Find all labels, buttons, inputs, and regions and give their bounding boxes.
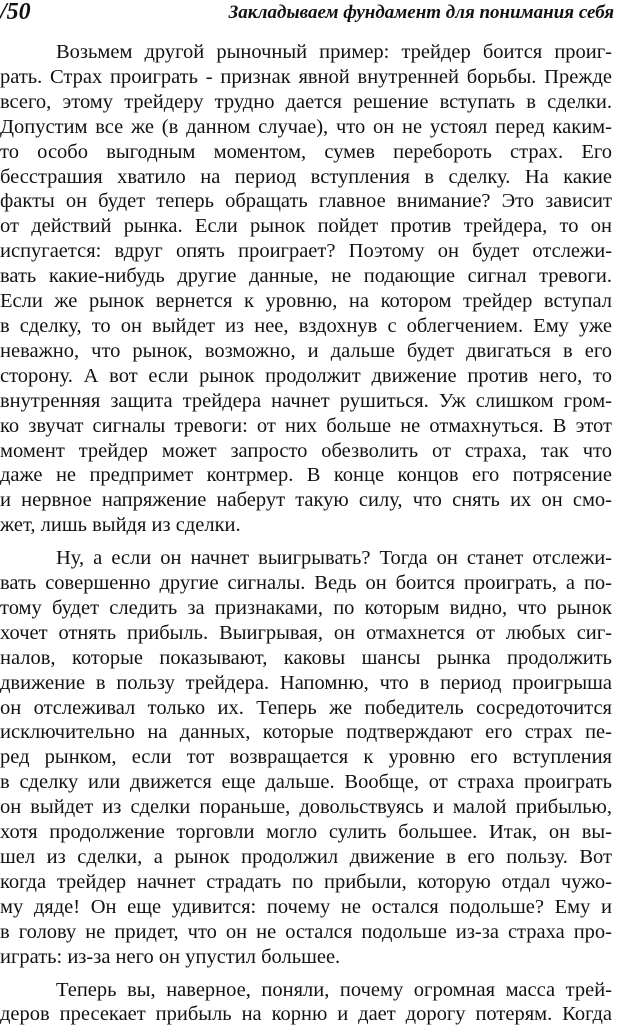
text-line: в сделку, то он выйдет из нее, вздохнув с облегчением. Ему уже [0,314,612,337]
text-line: Допустим все же (в данном случае), что он не устоял перед каким- [0,115,612,138]
text-line: он отслеживал только их. Теперь же победитель сосредоточится [0,696,612,719]
paragraph [0,546,612,969]
text-line: вать совершенно другие сигналы. Ведь он боится проиграть, а по- [0,572,612,595]
text-line: бесстрашия хватило на период вступления в сделку. На какие [0,165,612,188]
text-line: в голову не придет, что он не остался подольше из-за страха про- [0,920,612,943]
page-header [0,0,620,28]
text-line: жет, лишь выйдя из сделки. [0,514,241,537]
text-line: всего, этому трейдеру трудно дается решение вступать в сделки. [0,90,612,113]
text-line: налов, которые показывают, каковы шансы рынка продолжить [0,646,612,669]
paragraph-gap [0,538,612,546]
text-line: факты он будет теперь обращать главное внимание? Это зависит [0,190,612,213]
text-line: и нервное напряжение наберут такую силу, что снять их он смо- [0,489,612,512]
text-line: тому будет следить за признаками, по которым видно, что рынок [0,596,612,619]
text-line: когда трейдер начнет страдать по прибыли, которую отдал чужо- [0,870,612,893]
text-line: момент трейдер может запросто обезволить от страха, так что [0,439,612,462]
text-line: деров пресекает прибыль на корню и дает дорогу потерям. Когда [0,1003,612,1026]
paragraph [0,978,612,1027]
text-line: рать. Страх проиграть - признак явной внутренней борьбы. Прежде [0,65,612,88]
body-text [0,40,612,1027]
text-line: он выйдет из сделки пораньше, довольствуясь и малой прибылью, [0,796,612,819]
text-line: ко звучат сигналы тревоги: от них больше не отмахнуться. В этот [0,414,612,437]
text-line: Ну, а если он начнет выигрывать? Тогда он станет отслежи- [56,547,612,570]
text-line: испугается: вдруг опять проиграет? Поэтому он будет отслежи- [0,240,612,263]
text-line: неважно, что рынок, возможно, и дальше будет двигаться в его [0,339,612,362]
text-line: движение в пользу трейдера. Напомню, что в период проигрыша [0,671,612,694]
paragraph-gap [0,970,612,978]
text-line: даже не предпримет контрмер. В конце концов его потрясение [0,464,612,487]
text-line: в сделку или движется еще дальше. Вообще, от страха проиграть [0,771,612,794]
text-line: играть: из-за него он упустил большее. [0,945,341,968]
text-line: исключительно на данных, которые подтверждают его страх пе- [0,721,612,744]
page-number: /50 [0,0,31,25]
text-line: хочет отнять прибыль. Выигрывая, он отмахнется от любых сиг- [0,621,612,644]
text-line: вать какие-нибудь другие данные, не подающие сигнал тревоги. [0,265,612,288]
text-line: ред рынком, если тот возвращается к уровню его вступления [0,746,612,769]
text-line: сторону. А вот если рынок продолжит движение против него, то [0,364,612,387]
text-line: му дяде! Он еще удивится: почему не остался подольше? Ему и [0,895,612,918]
text-line: шел из сделки, а рынок продолжил движение в его пользу. Вот [0,846,612,868]
text-line: Если же рынок вернется к уровню, на котором трейдер вступал [0,290,612,313]
running-title: Закладываем фундамент для понимания себя [228,2,614,23]
text-line: Теперь вы, наверное, поняли, почему огромная масса трей- [56,978,612,1001]
text-line: от действий рынка. Если рынок пойдет против трейдера, то он [0,215,612,238]
text-line: хотя продолжение торговли могло сулить большее. Итак, он вы- [0,821,612,844]
text-line: Возьмем другой рыночный пример: трейдер боится проиг- [56,41,612,63]
paragraph [0,40,612,538]
text-line: то особо выгодным моментом, сумев перебороть страх. Его [0,140,612,163]
text-line: внутренняя защита трейдера начнет рушиться. Уж слишком гром- [0,389,612,412]
